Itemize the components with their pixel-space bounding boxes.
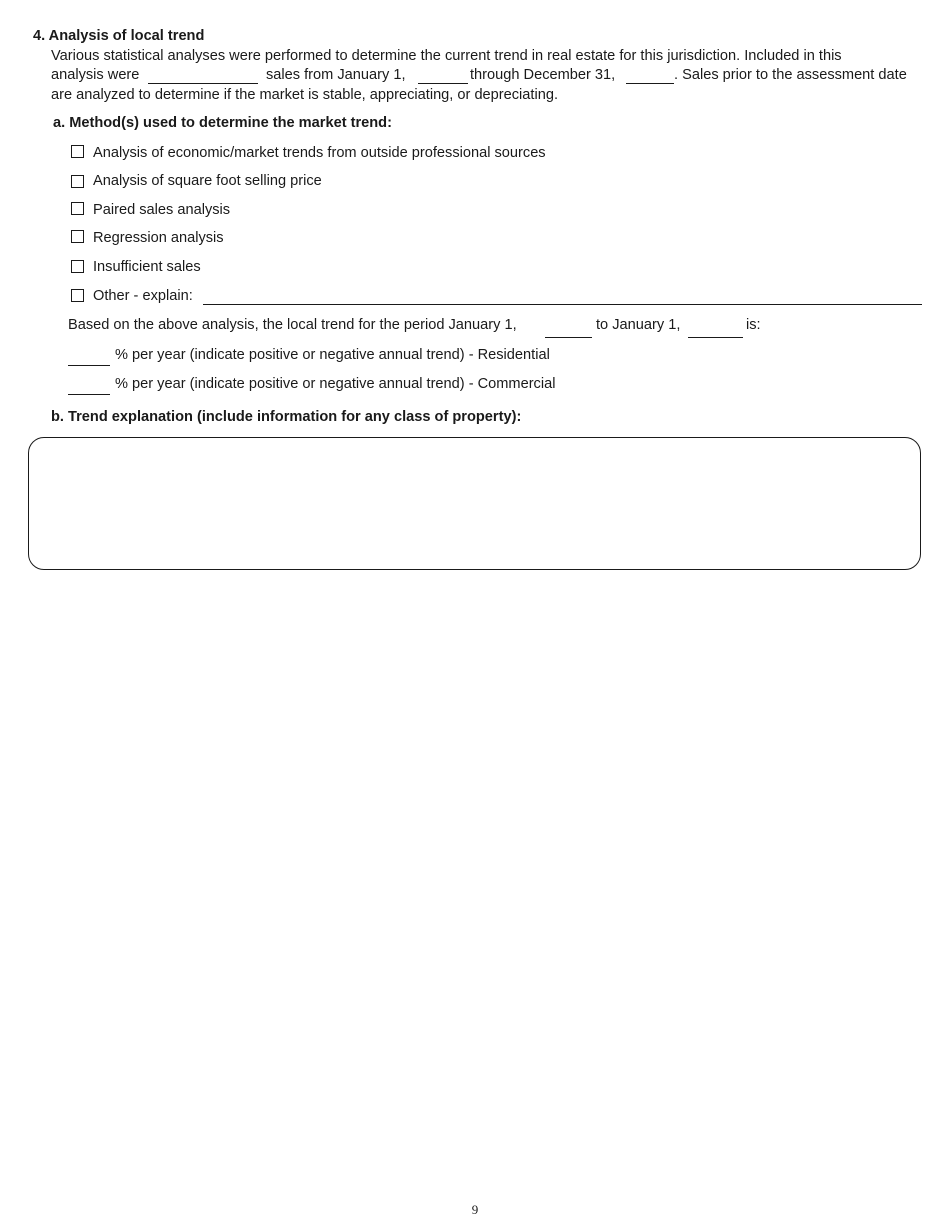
commercial-trend-label: % per year (indicate positive or negative annual trend) - Commercial bbox=[115, 376, 556, 392]
period-text-a: Based on the above analysis, the local trend for the period January 1, bbox=[68, 317, 517, 333]
period-text-b: to January 1, bbox=[596, 317, 681, 333]
option-other-label: Other - explain: bbox=[93, 288, 193, 304]
checkbox-outside-sources[interactable] bbox=[71, 145, 84, 158]
intro-line-2a: analysis were bbox=[51, 67, 140, 83]
residential-trend-label: % per year (indicate positive or negative annual trend) - Residential bbox=[115, 347, 550, 363]
other-explain-field[interactable] bbox=[203, 304, 922, 305]
option-paired-sales-label: Paired sales analysis bbox=[93, 202, 231, 218]
page-number: 9 bbox=[471, 1202, 479, 1217]
sales-through-year-field[interactable] bbox=[626, 83, 674, 84]
option-outside-sources-label: Analysis of economic/market trends from outside professional sources bbox=[93, 145, 546, 161]
intro-line-3: are analyzed to determine if the market is stable, appreciating, or depreciating. bbox=[51, 87, 559, 103]
period-text-c: is: bbox=[746, 317, 761, 333]
commercial-percent-field[interactable] bbox=[68, 394, 110, 395]
period-end-year-field[interactable] bbox=[688, 337, 743, 338]
checkbox-square-foot-price[interactable] bbox=[71, 175, 84, 188]
option-insufficient-sales-label: Insufficient sales bbox=[93, 259, 201, 275]
intro-line-1: Various statistical analyses were performed to determine the current trend in real estate for this jurisdiction. Included in this bbox=[51, 48, 842, 64]
section-heading: 4. Analysis of local trend bbox=[33, 28, 205, 44]
option-square-foot-price-label: Analysis of square foot selling price bbox=[93, 173, 322, 189]
period-start-year-field[interactable] bbox=[545, 337, 592, 338]
intro-line-2c: through December 31, bbox=[470, 67, 616, 83]
part-a-heading: a. Method(s) used to determine the market trend: bbox=[53, 115, 392, 131]
checkbox-insufficient-sales[interactable] bbox=[71, 260, 84, 273]
checkbox-regression[interactable] bbox=[71, 230, 84, 243]
trend-explanation-box[interactable] bbox=[28, 437, 921, 570]
checkbox-paired-sales[interactable] bbox=[71, 202, 84, 215]
option-regression-label: Regression analysis bbox=[93, 230, 224, 246]
sales-count-field[interactable] bbox=[148, 83, 258, 84]
intro-line-2d: . Sales prior to the assessment date bbox=[674, 67, 907, 83]
checkbox-other[interactable] bbox=[71, 289, 84, 302]
residential-percent-field[interactable] bbox=[68, 365, 110, 366]
sales-from-year-field[interactable] bbox=[418, 83, 468, 84]
intro-line-2b: sales from January 1, bbox=[266, 67, 406, 83]
part-b-heading: b. Trend explanation (include information for any class of property): bbox=[51, 409, 522, 425]
